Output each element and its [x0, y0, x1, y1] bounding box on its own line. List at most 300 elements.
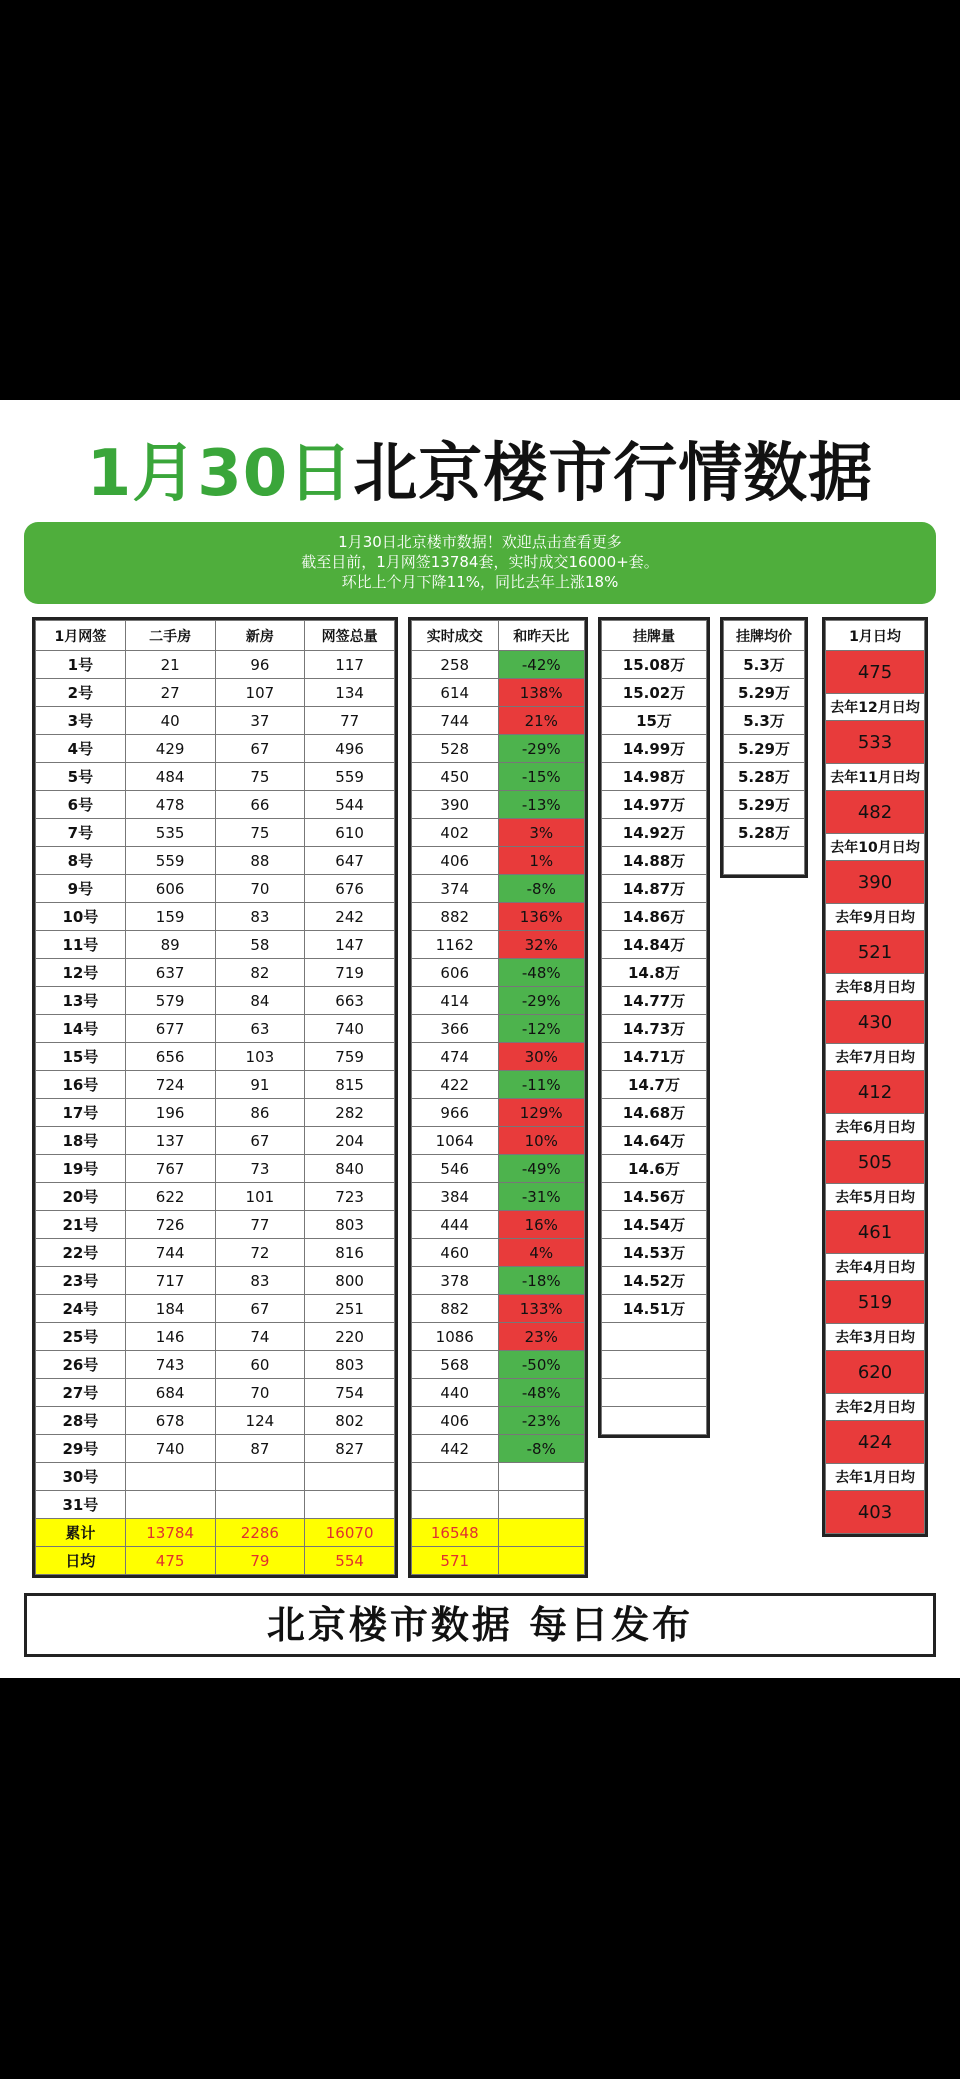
value-cell: 14.68万	[602, 1099, 707, 1127]
table-row	[36, 1323, 395, 1351]
day-cell: 16号	[36, 1071, 126, 1099]
deal-cell: 744	[412, 707, 499, 735]
new-home-cell: 96	[215, 651, 305, 679]
new-home-cell: 82	[215, 959, 305, 987]
table-row	[602, 651, 707, 679]
deal-cell: 440	[412, 1379, 499, 1407]
deal-cell: 1162	[412, 931, 499, 959]
summary-cell: 2286	[215, 1519, 305, 1547]
new-home-cell: 84	[215, 987, 305, 1015]
table-row	[412, 791, 585, 819]
value-cell: 5.29万	[724, 791, 805, 819]
table-row	[602, 1239, 707, 1267]
new-home-cell: 58	[215, 931, 305, 959]
summary-label: 日均	[36, 1547, 126, 1575]
table-row	[412, 847, 585, 875]
table-row	[36, 621, 395, 651]
second-hand-cell: 744	[125, 1239, 215, 1267]
deal-cell: 442	[412, 1435, 499, 1463]
table-row	[36, 1267, 395, 1295]
table-row	[602, 1155, 707, 1183]
day-cell: 15号	[36, 1043, 126, 1071]
total-cell: 663	[305, 987, 395, 1015]
table-row	[826, 1071, 925, 1114]
table-row	[412, 1407, 585, 1435]
summary-cell: 13784	[125, 1519, 215, 1547]
total-cell: 147	[305, 931, 395, 959]
avg-value: 505	[826, 1141, 925, 1184]
second-hand-cell: 606	[125, 875, 215, 903]
avg-label: 去年8月日均	[826, 974, 925, 1001]
total-cell: 496	[305, 735, 395, 763]
avg-value: 533	[826, 721, 925, 764]
table-row	[412, 819, 585, 847]
day-cell: 20号	[36, 1183, 126, 1211]
new-home-cell: 70	[215, 1379, 305, 1407]
page-title	[0, 434, 960, 514]
listing-table	[598, 617, 710, 1438]
deal-cell: 406	[412, 1407, 499, 1435]
day-cell: 21号	[36, 1211, 126, 1239]
deal-cell: 614	[412, 679, 499, 707]
column-header: 实时成交	[412, 621, 499, 651]
total-cell: 220	[305, 1323, 395, 1351]
table-row	[826, 1044, 925, 1071]
title-main: 北京楼市行情数据	[353, 437, 874, 511]
second-hand-cell: 146	[125, 1323, 215, 1351]
value-cell: 15.08万	[602, 651, 707, 679]
total-cell: 803	[305, 1211, 395, 1239]
second-hand-cell: 677	[125, 1015, 215, 1043]
table-row	[36, 1295, 395, 1323]
change-cell: 4%	[498, 1239, 585, 1267]
deal-table	[408, 617, 588, 1578]
table-row	[412, 1127, 585, 1155]
avg-value: 519	[826, 1281, 925, 1324]
table-row	[36, 791, 395, 819]
table-row	[412, 735, 585, 763]
avg-value: 424	[826, 1421, 925, 1464]
second-hand-cell: 684	[125, 1379, 215, 1407]
second-hand-cell: 622	[125, 1183, 215, 1211]
deal-cell: 882	[412, 903, 499, 931]
table-row	[826, 1491, 925, 1534]
change-cell: -48%	[498, 1379, 585, 1407]
table-row	[36, 903, 395, 931]
table-row	[724, 819, 805, 847]
day-cell: 14号	[36, 1015, 126, 1043]
value-cell: 14.87万	[602, 875, 707, 903]
value-cell: 14.64万	[602, 1127, 707, 1155]
table-row	[826, 1114, 925, 1141]
table-row	[36, 1379, 395, 1407]
value-cell: 14.6万	[602, 1155, 707, 1183]
new-home-cell: 124	[215, 1407, 305, 1435]
day-cell: 28号	[36, 1407, 126, 1435]
total-cell: 77	[305, 707, 395, 735]
value-cell: 14.73万	[602, 1015, 707, 1043]
table-row	[826, 861, 925, 904]
banner-line: 1月30日北京楼市数据！欢迎点击查看更多	[338, 533, 622, 551]
table-row	[36, 651, 395, 679]
table-row	[826, 1281, 925, 1324]
total-cell: 134	[305, 679, 395, 707]
table-row	[412, 1071, 585, 1099]
total-cell: 759	[305, 1043, 395, 1071]
value-cell	[602, 1379, 707, 1407]
value-cell: 14.88万	[602, 847, 707, 875]
new-home-cell: 77	[215, 1211, 305, 1239]
summary-cell	[498, 1547, 585, 1575]
summary-cell: 571	[412, 1547, 499, 1575]
avg-value: 430	[826, 1001, 925, 1044]
table-row	[36, 1015, 395, 1043]
table-row	[602, 1015, 707, 1043]
value-cell: 14.71万	[602, 1043, 707, 1071]
total-cell: 827	[305, 1435, 395, 1463]
second-hand-cell: 767	[125, 1155, 215, 1183]
day-cell: 25号	[36, 1323, 126, 1351]
second-hand-cell: 21	[125, 651, 215, 679]
table-row	[36, 1547, 395, 1575]
avg-label: 去年7月日均	[826, 1044, 925, 1071]
value-cell: 14.53万	[602, 1239, 707, 1267]
summary-cell: 79	[215, 1547, 305, 1575]
table-row	[36, 819, 395, 847]
deal-cell: 390	[412, 791, 499, 819]
deal-cell: 414	[412, 987, 499, 1015]
new-home-cell: 83	[215, 1267, 305, 1295]
second-hand-cell: 740	[125, 1435, 215, 1463]
table-row	[602, 1211, 707, 1239]
table-row	[36, 847, 395, 875]
table-row	[826, 1464, 925, 1491]
table-row	[36, 1043, 395, 1071]
second-hand-cell: 637	[125, 959, 215, 987]
table-row	[412, 1015, 585, 1043]
change-cell: 3%	[498, 819, 585, 847]
deal-cell: 450	[412, 763, 499, 791]
table-row	[412, 707, 585, 735]
deal-cell: 444	[412, 1211, 499, 1239]
new-home-cell: 73	[215, 1155, 305, 1183]
deal-cell: 374	[412, 875, 499, 903]
table-row	[826, 931, 925, 974]
total-cell: 676	[305, 875, 395, 903]
table-row	[826, 1254, 925, 1281]
deal-cell: 384	[412, 1183, 499, 1211]
deal-cell: 366	[412, 1015, 499, 1043]
table-row	[412, 1183, 585, 1211]
value-cell: 14.7万	[602, 1071, 707, 1099]
second-hand-cell: 726	[125, 1211, 215, 1239]
change-cell: 10%	[498, 1127, 585, 1155]
table-row	[36, 1211, 395, 1239]
summary-cell: 475	[125, 1547, 215, 1575]
daily-avg-table	[822, 617, 928, 1537]
table-row	[36, 1155, 395, 1183]
table-row	[36, 1183, 395, 1211]
avg-value: 390	[826, 861, 925, 904]
change-cell	[498, 1463, 585, 1491]
deal-cell: 1086	[412, 1323, 499, 1351]
table-row	[826, 621, 925, 651]
table-row	[826, 694, 925, 721]
table-row	[602, 791, 707, 819]
total-cell: 647	[305, 847, 395, 875]
value-cell: 5.28万	[724, 763, 805, 791]
second-hand-cell: 159	[125, 903, 215, 931]
total-cell: 559	[305, 763, 395, 791]
column-header: 1月网签	[36, 621, 126, 651]
table-row	[724, 621, 805, 651]
total-cell: 719	[305, 959, 395, 987]
table-row	[412, 763, 585, 791]
deal-cell: 568	[412, 1351, 499, 1379]
change-cell: -12%	[498, 1015, 585, 1043]
new-home-cell: 72	[215, 1239, 305, 1267]
total-cell: 544	[305, 791, 395, 819]
total-cell: 800	[305, 1267, 395, 1295]
table-row	[724, 763, 805, 791]
new-home-cell: 83	[215, 903, 305, 931]
change-cell: 30%	[498, 1043, 585, 1071]
new-home-cell: 91	[215, 1071, 305, 1099]
day-cell: 12号	[36, 959, 126, 987]
change-cell: -11%	[498, 1071, 585, 1099]
table-row	[36, 875, 395, 903]
table-row	[412, 875, 585, 903]
table-row	[412, 959, 585, 987]
change-cell: -29%	[498, 987, 585, 1015]
total-cell	[305, 1463, 395, 1491]
table-row	[36, 1071, 395, 1099]
table-row	[36, 679, 395, 707]
table-row	[412, 1099, 585, 1127]
value-cell: 14.56万	[602, 1183, 707, 1211]
table-row	[826, 1001, 925, 1044]
second-hand-cell: 743	[125, 1351, 215, 1379]
infographic-card	[0, 400, 960, 1678]
table-row	[826, 1184, 925, 1211]
value-cell: 14.54万	[602, 1211, 707, 1239]
table-row	[36, 1127, 395, 1155]
table-row	[412, 1519, 585, 1547]
table-row	[602, 847, 707, 875]
table-row	[602, 959, 707, 987]
day-cell: 11号	[36, 931, 126, 959]
deal-cell: 422	[412, 1071, 499, 1099]
table-row	[724, 707, 805, 735]
day-cell: 27号	[36, 1379, 126, 1407]
change-cell: -48%	[498, 959, 585, 987]
deal-cell: 460	[412, 1239, 499, 1267]
new-home-cell: 87	[215, 1435, 305, 1463]
value-cell: 14.51万	[602, 1295, 707, 1323]
change-cell: 136%	[498, 903, 585, 931]
change-cell: 129%	[498, 1099, 585, 1127]
day-cell: 24号	[36, 1295, 126, 1323]
change-cell: 133%	[498, 1295, 585, 1323]
avg-label: 去年3月日均	[826, 1324, 925, 1351]
table-row	[412, 1435, 585, 1463]
total-cell: 117	[305, 651, 395, 679]
table-row	[36, 707, 395, 735]
table-row	[602, 707, 707, 735]
table-row	[36, 1239, 395, 1267]
table-row	[826, 651, 925, 694]
value-cell	[602, 1351, 707, 1379]
day-cell: 3号	[36, 707, 126, 735]
second-hand-cell: 678	[125, 1407, 215, 1435]
table-row	[826, 974, 925, 1001]
table-row	[826, 1211, 925, 1254]
total-cell: 754	[305, 1379, 395, 1407]
table-row	[826, 791, 925, 834]
second-hand-cell: 484	[125, 763, 215, 791]
second-hand-cell: 429	[125, 735, 215, 763]
table-row	[36, 1407, 395, 1435]
change-cell: -15%	[498, 763, 585, 791]
new-home-cell: 70	[215, 875, 305, 903]
table-row	[602, 903, 707, 931]
new-home-cell: 103	[215, 1043, 305, 1071]
value-cell: 15.02万	[602, 679, 707, 707]
total-cell: 816	[305, 1239, 395, 1267]
value-cell: 15万	[602, 707, 707, 735]
total-cell: 740	[305, 1015, 395, 1043]
second-hand-cell: 579	[125, 987, 215, 1015]
table-row	[412, 903, 585, 931]
day-cell: 10号	[36, 903, 126, 931]
avg-value: 521	[826, 931, 925, 974]
table-row	[602, 1295, 707, 1323]
change-cell: -50%	[498, 1351, 585, 1379]
footer-slogan: 北京楼市数据 每日发布	[24, 1593, 936, 1657]
day-cell: 7号	[36, 819, 126, 847]
second-hand-cell	[125, 1463, 215, 1491]
table-row	[826, 1141, 925, 1184]
value-cell: 14.92万	[602, 819, 707, 847]
total-cell: 204	[305, 1127, 395, 1155]
table-row	[602, 1407, 707, 1435]
deal-cell: 882	[412, 1295, 499, 1323]
value-cell: 5.3万	[724, 707, 805, 735]
value-cell: 5.29万	[724, 735, 805, 763]
avg-label: 去年12月日均	[826, 694, 925, 721]
table-row	[412, 1491, 585, 1519]
change-cell: -18%	[498, 1267, 585, 1295]
summary-cell: 16070	[305, 1519, 395, 1547]
new-home-cell: 107	[215, 679, 305, 707]
change-cell: 21%	[498, 707, 585, 735]
avg-price-table	[720, 617, 808, 878]
table-row	[826, 904, 925, 931]
table-row	[36, 987, 395, 1015]
day-cell: 8号	[36, 847, 126, 875]
second-hand-cell: 724	[125, 1071, 215, 1099]
second-hand-cell: 559	[125, 847, 215, 875]
value-cell: 14.77万	[602, 987, 707, 1015]
table-row	[412, 931, 585, 959]
table-row	[602, 621, 707, 651]
table-row	[412, 679, 585, 707]
value-cell: 14.8万	[602, 959, 707, 987]
new-home-cell: 63	[215, 1015, 305, 1043]
total-cell: 251	[305, 1295, 395, 1323]
deal-cell: 402	[412, 819, 499, 847]
value-cell	[724, 847, 805, 875]
new-home-cell: 37	[215, 707, 305, 735]
table-row	[36, 1435, 395, 1463]
deal-cell: 528	[412, 735, 499, 763]
table-row	[36, 1099, 395, 1127]
day-cell: 13号	[36, 987, 126, 1015]
value-cell: 5.3万	[724, 651, 805, 679]
table-row	[602, 763, 707, 791]
table-row	[36, 1351, 395, 1379]
avg-label: 去年5月日均	[826, 1184, 925, 1211]
avg-value: 403	[826, 1491, 925, 1534]
change-cell: 23%	[498, 1323, 585, 1351]
table-row	[412, 1155, 585, 1183]
avg-value: 620	[826, 1351, 925, 1394]
table-row	[412, 1043, 585, 1071]
avg-label: 去年10月日均	[826, 834, 925, 861]
total-cell: 815	[305, 1071, 395, 1099]
change-cell: 138%	[498, 679, 585, 707]
title-date: 1月30日	[86, 437, 354, 511]
summary-label: 累计	[36, 1519, 126, 1547]
day-cell: 5号	[36, 763, 126, 791]
table-row	[412, 1295, 585, 1323]
new-home-cell	[215, 1463, 305, 1491]
avg-label: 去年11月日均	[826, 764, 925, 791]
table-row	[412, 651, 585, 679]
change-cell: -31%	[498, 1183, 585, 1211]
table-row	[412, 987, 585, 1015]
table-row	[826, 1394, 925, 1421]
avg-label: 去年1月日均	[826, 1464, 925, 1491]
total-cell: 282	[305, 1099, 395, 1127]
day-cell: 6号	[36, 791, 126, 819]
value-cell: 14.84万	[602, 931, 707, 959]
table-row	[602, 987, 707, 1015]
deal-cell: 966	[412, 1099, 499, 1127]
new-home-cell: 88	[215, 847, 305, 875]
second-hand-cell: 535	[125, 819, 215, 847]
change-cell: -8%	[498, 1435, 585, 1463]
day-cell: 4号	[36, 735, 126, 763]
value-cell	[602, 1407, 707, 1435]
second-hand-cell: 40	[125, 707, 215, 735]
day-cell: 22号	[36, 1239, 126, 1267]
change-cell: -42%	[498, 651, 585, 679]
avg-label: 去年4月日均	[826, 1254, 925, 1281]
value-cell: 5.28万	[724, 819, 805, 847]
table-row	[602, 1071, 707, 1099]
new-home-cell: 75	[215, 819, 305, 847]
deal-cell: 474	[412, 1043, 499, 1071]
table-row	[36, 1491, 395, 1519]
total-cell: 242	[305, 903, 395, 931]
deal-cell: 258	[412, 651, 499, 679]
table-row	[826, 1324, 925, 1351]
summary-cell	[498, 1519, 585, 1547]
value-cell: 14.99万	[602, 735, 707, 763]
day-cell: 2号	[36, 679, 126, 707]
table-row	[826, 764, 925, 791]
